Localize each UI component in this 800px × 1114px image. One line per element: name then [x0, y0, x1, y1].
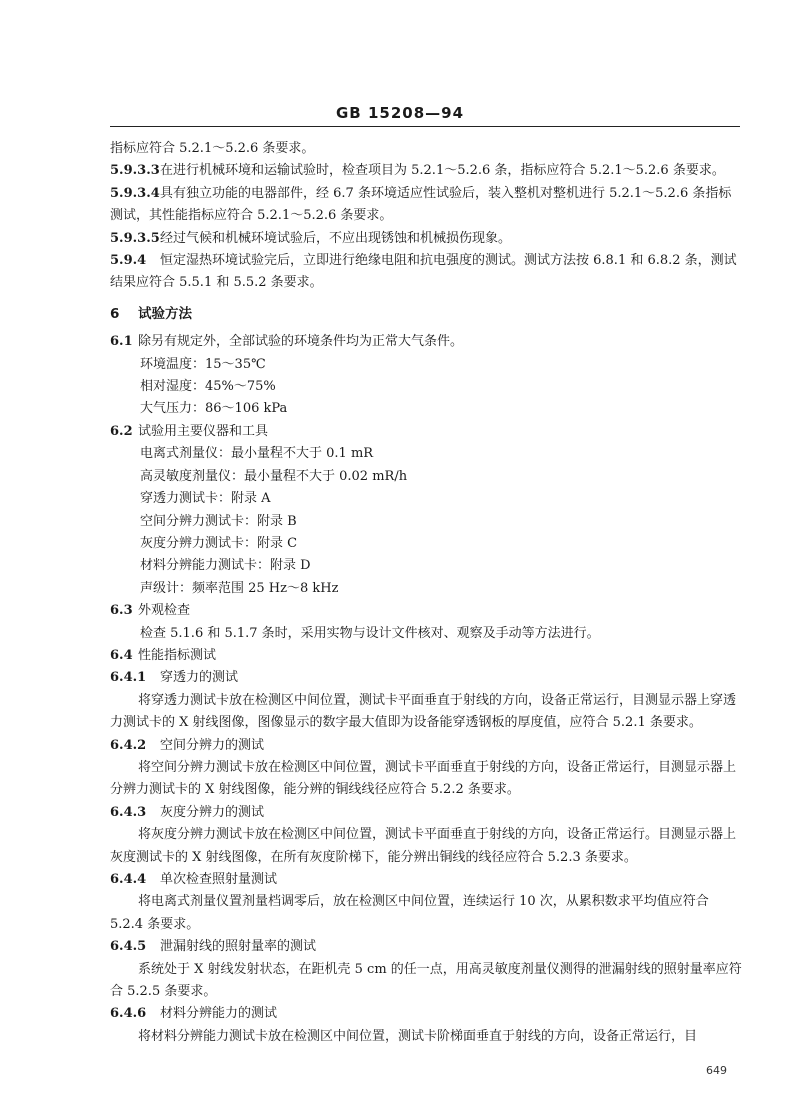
list-line — [110, 443, 742, 465]
clause-text: 外观检查 — [138, 603, 191, 619]
clause-paragraph — [110, 600, 742, 622]
clause-text: 泄漏射线的照射量率的测试 — [160, 939, 317, 955]
clause-text: 材料分辨能力的测试 — [160, 1006, 278, 1022]
clause-paragraph — [110, 667, 742, 689]
clause-text: 将灰度分辨力测试卡放在检测区中间位置，测试卡平面垂直于射线的方向，设备正常运行。目测显示器上灰度测试卡的 X 射线图像，在所有灰度阶梯下，能分辨出铜线的线径应符合 5.2.3 条要求。 — [110, 827, 737, 865]
clause-paragraph — [110, 936, 742, 958]
list-line — [110, 623, 742, 645]
clause-text: 试验方法 — [138, 305, 192, 322]
clause-text: 将电离式剂量仪置剂量档调零后，放在检测区中间位置，连续运行 10 次，从累积数求平均值应符合 5.2.4 条要求。 — [110, 894, 709, 932]
clause-text: 大气压力：86～106 kPa — [140, 401, 288, 417]
page-number: 649 — [706, 1064, 727, 1077]
clause-paragraph — [110, 645, 742, 667]
clause-number: 6.4.3 — [110, 804, 147, 820]
clause-paragraph — [110, 1003, 742, 1025]
clause-number: 5.9.3.3 — [110, 163, 160, 179]
list-line — [110, 488, 742, 510]
clause-paragraph — [110, 869, 742, 891]
clause-number: 6.4 — [110, 647, 133, 663]
clause-text: 将材料分辨能力测试卡放在检测区中间位置，测试卡阶梯面垂直于射线的方向，设备正常运行，目 — [138, 1028, 698, 1044]
clause-paragraph — [110, 250, 742, 295]
body-paragraph — [110, 757, 742, 802]
clause-text: 指标应符合 5.2.1～5.2.6 条要求。 — [110, 141, 315, 156]
list-line — [110, 466, 742, 488]
clause-text: 试验用主要仪器和工具 — [138, 423, 269, 439]
clause-number: 6.4.1 — [110, 670, 147, 686]
clause-text: 经过气候和机械环境试验后，不应出现锈蚀和机械损伤现象。 — [160, 230, 512, 246]
section-heading — [110, 303, 742, 325]
clause-paragraph — [110, 802, 742, 824]
clause-text: 灰度分辨力测试卡：附录 C — [140, 535, 298, 551]
clause-text: 环境温度：15～35℃ — [140, 356, 266, 372]
body-paragraph — [110, 1026, 742, 1048]
clause-text: 电离式剂量仪：最小量程不大于 0.1 mR — [140, 446, 374, 462]
clause-text: 单次检查照射量测试 — [160, 872, 278, 887]
clause-paragraph — [110, 735, 742, 757]
clause-text: 性能指标测试 — [138, 647, 217, 663]
document-body — [110, 138, 742, 1048]
clause-text: 将穿透力测试卡放在检测区中间位置，测试卡平面垂直于射线的方向，设备正常运行，目测显示器上穿透力测试卡的 X 射线图像，图像显示的数字最大值即为设备能穿透钢板的厚度值，应符合 5.2.1 条要求。 — [110, 692, 737, 731]
clause-text: 相对湿度：45%～75% — [140, 379, 276, 395]
clause-paragraph — [110, 331, 742, 353]
clause-number: 6.3 — [110, 603, 133, 619]
clause-text: 空间分辨力的测试 — [160, 737, 265, 753]
clause-number: 5.9.4 — [110, 253, 147, 269]
clause-text: 恒定湿热环境试验完后，立即进行绝缘电阻和抗电强度的测试。测试方法按 6.8.1 和 6.8.2 条，测试结果应符合 5.5.1 和 5.5.2 条要求。 — [110, 253, 737, 291]
list-line — [110, 511, 742, 533]
list-line — [110, 555, 742, 577]
clause-text: 灰度分辨力的测试 — [160, 804, 265, 820]
clause-number: 6.2 — [110, 423, 133, 439]
clause-paragraph — [110, 228, 742, 250]
header-rule — [110, 126, 740, 127]
clause-paragraph — [110, 183, 742, 228]
clause-text: 穿透力测试卡：附录 A — [140, 491, 271, 507]
body-paragraph — [110, 690, 742, 735]
clause-number: 6.4.5 — [110, 939, 147, 955]
clause-text: 空间分辨力测试卡：附录 B — [140, 513, 297, 529]
list-line — [110, 398, 742, 420]
clause-text: 检查 5.1.6 和 5.1.7 条时，采用实物与设计文件核对、观察及手动等方法进行。 — [140, 625, 600, 641]
clause-text: 具有独立功能的电器部件，经 6.7 条环境适应性试验后，装入整机对整机进行 5.2.1～5.2.6 条指标测试，其性能指标应符合 5.2.1～5.2.6 条要求。 — [110, 185, 732, 224]
clause-text: 将空间分辨力测试卡放在检测区中间位置，测试卡平面垂直于射线的方向，设备正常运行，目测显示器上分辨力测试卡的 X 射线图像，能分辨的铜线线径应符合 5.2.2 条要求。 — [110, 759, 737, 798]
clause-number: 6.4.4 — [110, 872, 147, 887]
clause-number: 6 — [110, 305, 120, 322]
clause-text: 穿透力的测试 — [160, 670, 239, 686]
clause-text: 系统处于 X 射线发射状态，在距机壳 5 cm 的任一点，用高灵敏度剂量仪测得的泄漏射线的照射量率应符合 5.2.5 条要求。 — [110, 961, 742, 1000]
clause-number: 6.4.6 — [110, 1006, 147, 1022]
body-paragraph — [110, 959, 742, 1004]
clause-text: 声级计：频率范围 25 Hz～8 kHz — [140, 580, 339, 596]
clause-text: 材料分辨能力测试卡：附录 D — [140, 558, 311, 574]
list-line — [110, 354, 742, 376]
list-line — [110, 578, 742, 600]
clause-number: 5.9.3.4 — [110, 185, 160, 201]
list-line — [110, 533, 742, 555]
clause-paragraph — [110, 160, 742, 182]
clause-text: 在进行机械环境和运输试验时，检查项目为 5.2.1～5.2.6 条，指标应符合 5.2.1～5.2.6 条要求。 — [160, 163, 725, 179]
clause-number: 6.4.2 — [110, 737, 147, 753]
clause-number: 6.1 — [110, 334, 133, 350]
clause-paragraph — [110, 421, 742, 443]
continued-text — [110, 138, 742, 160]
clause-text: 高灵敏度剂量仪：最小量程不大于 0.02 mR/h — [140, 468, 408, 484]
standard-header: GB 15208—94 — [335, 104, 465, 122]
clause-text: 除另有规定外，全部试验的环境条件均为正常大气条件。 — [138, 334, 464, 350]
body-paragraph — [110, 891, 742, 936]
clause-number: 5.9.3.5 — [110, 230, 160, 246]
body-paragraph — [110, 824, 742, 869]
list-line — [110, 376, 742, 398]
